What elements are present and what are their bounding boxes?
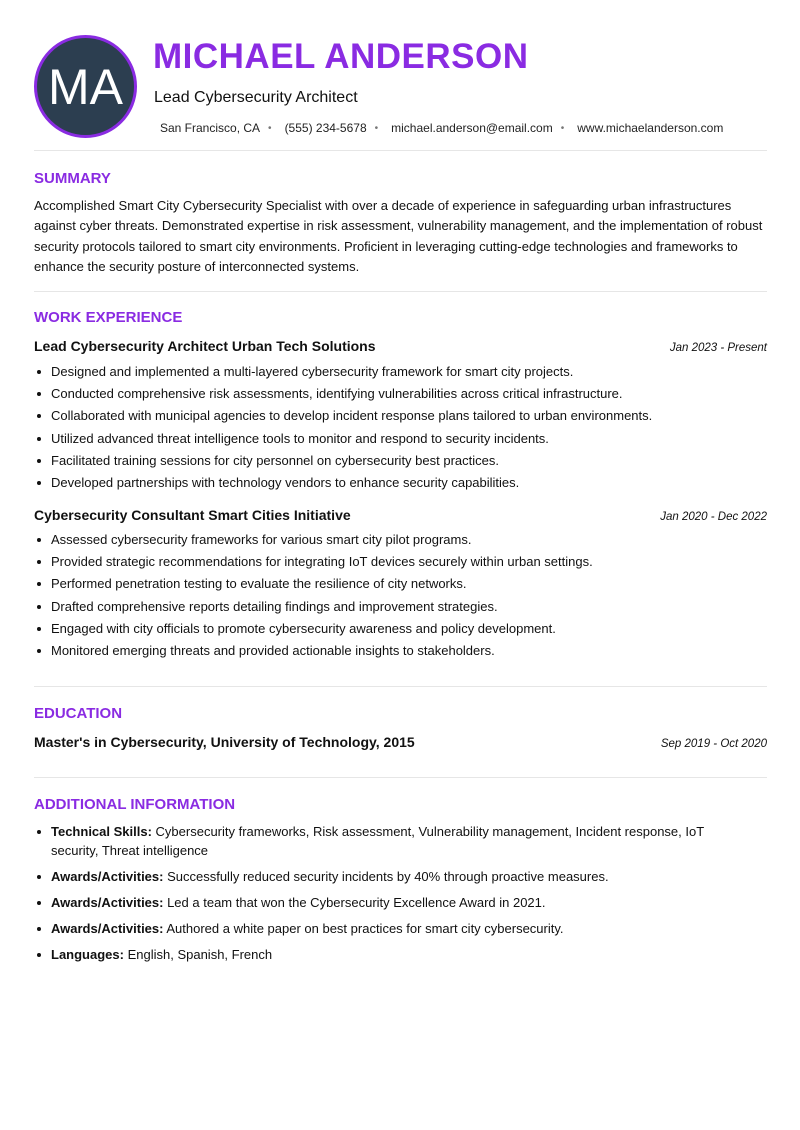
section-heading-additional: ADDITIONAL INFORMATION — [34, 796, 236, 813]
item-label: Awards/Activities: — [51, 869, 164, 884]
list-item — [34, 893, 734, 912]
list-item — [34, 919, 734, 938]
item-text: Led a team that won the Cybersecurity Excellence Award in 2021. — [163, 895, 546, 910]
item-label: Languages: — [51, 947, 124, 962]
divider — [34, 150, 767, 151]
summary-text: Accomplished Smart City Cybersecurity Specialist with over a decade of experience in safeguarding urban infrastructures against cyber threats. Demonstrated expertise in risk assessment, vulnerability management, and the implementation of robust security protocols tailored to smart city environments. Proficient in leveraging cutting-edge technologies and frameworks to enhance the security posture of interconnected systems. — [34, 198, 763, 274]
list-item: Collaborated with municipal agencies to develop incident response plans tailored to urban environments. — [34, 408, 767, 430]
item-label: Awards/Activities: — [51, 921, 164, 936]
job-header — [34, 507, 767, 523]
bullet-separator-icon: • — [268, 122, 272, 134]
list-item: Utilized advanced threat intelligence tools to monitor and respond to security incidents. — [34, 431, 767, 453]
divider — [34, 291, 767, 292]
candidate-title: Lead Cybersecurity Architect — [154, 89, 358, 106]
list-item: Developed partnerships with technology vendors to enhance security capabilities. — [34, 475, 767, 497]
item-text: Authored a white paper on best practices for smart city cybersecurity. — [163, 921, 564, 936]
list-item: Facilitated training sessions for city personnel on cybersecurity best practices. — [34, 453, 767, 475]
list-item: Performed penetration testing to evaluate the resilience of city networks. — [34, 576, 767, 598]
divider — [34, 686, 767, 687]
list-item — [34, 822, 734, 860]
contact-location: San Francisco, CA — [160, 121, 261, 135]
degree: Master's in Cybersecurity, University of Technology, 2015 — [34, 734, 415, 750]
contact-bar — [160, 121, 723, 135]
section-heading-experience: WORK EXPERIENCE — [34, 309, 183, 326]
education-date: Sep 2019 - Oct 2020 — [660, 738, 767, 750]
contact-email[interactable]: michael.anderson@email.com — [391, 121, 553, 135]
list-item: Conducted comprehensive risk assessments, identifying vulnerabilities across critical infrastructure. — [34, 386, 767, 408]
job-bullets — [34, 532, 767, 665]
list-item — [34, 867, 734, 886]
candidate-name: MICHAEL ANDERSON — [153, 37, 529, 76]
avatar-initials: MA — [48, 58, 123, 115]
job-title: Cybersecurity Consultant Smart Cities Initiative — [34, 507, 351, 523]
avatar — [34, 35, 137, 138]
additional-list — [34, 822, 734, 971]
list-item: Assessed cybersecurity frameworks for various smart city pilot programs. — [34, 532, 767, 554]
item-label: Awards/Activities: — [51, 895, 164, 910]
job-date: Jan 2023 - Present — [669, 342, 767, 354]
section-heading-summary: SUMMARY — [34, 170, 111, 187]
list-item: Designed and implemented a multi-layered cybersecurity framework for smart city projects. — [34, 364, 767, 386]
job-title: Lead Cybersecurity Architect Urban Tech Solutions — [34, 338, 376, 354]
job-bullets — [34, 364, 767, 497]
item-label: Technical Skills: — [51, 824, 152, 839]
job-header — [34, 338, 767, 354]
list-item: Drafted comprehensive reports detailing findings and improvement strategies. — [34, 599, 767, 621]
item-text: Successfully reduced security incidents by 40% through proactive measures. — [163, 869, 609, 884]
list-item: Monitored emerging threats and provided actionable insights to stakeholders. — [34, 643, 767, 665]
list-item: Provided strategic recommendations for integrating IoT devices securely within urban settings. — [34, 554, 767, 576]
education-entry — [34, 734, 767, 750]
item-text: Cybersecurity frameworks, Risk assessment, Vulnerability management, Incident response, IoT security, Threat intelligence — [51, 824, 704, 858]
bullet-separator-icon: • — [374, 122, 379, 134]
contact-website[interactable]: www.michaelanderson.com — [577, 121, 724, 135]
list-item: Engaged with city officials to promote cybersecurity awareness and policy development. — [34, 621, 767, 643]
section-heading-education: EDUCATION — [34, 705, 123, 722]
item-text: English, Spanish, French — [123, 947, 273, 962]
bullet-separator-icon: • — [560, 122, 565, 134]
job-date: Jan 2020 - Dec 2022 — [660, 511, 767, 523]
contact-phone: (555) 234-5678 — [284, 121, 367, 135]
divider — [34, 777, 767, 778]
list-item — [34, 945, 734, 964]
